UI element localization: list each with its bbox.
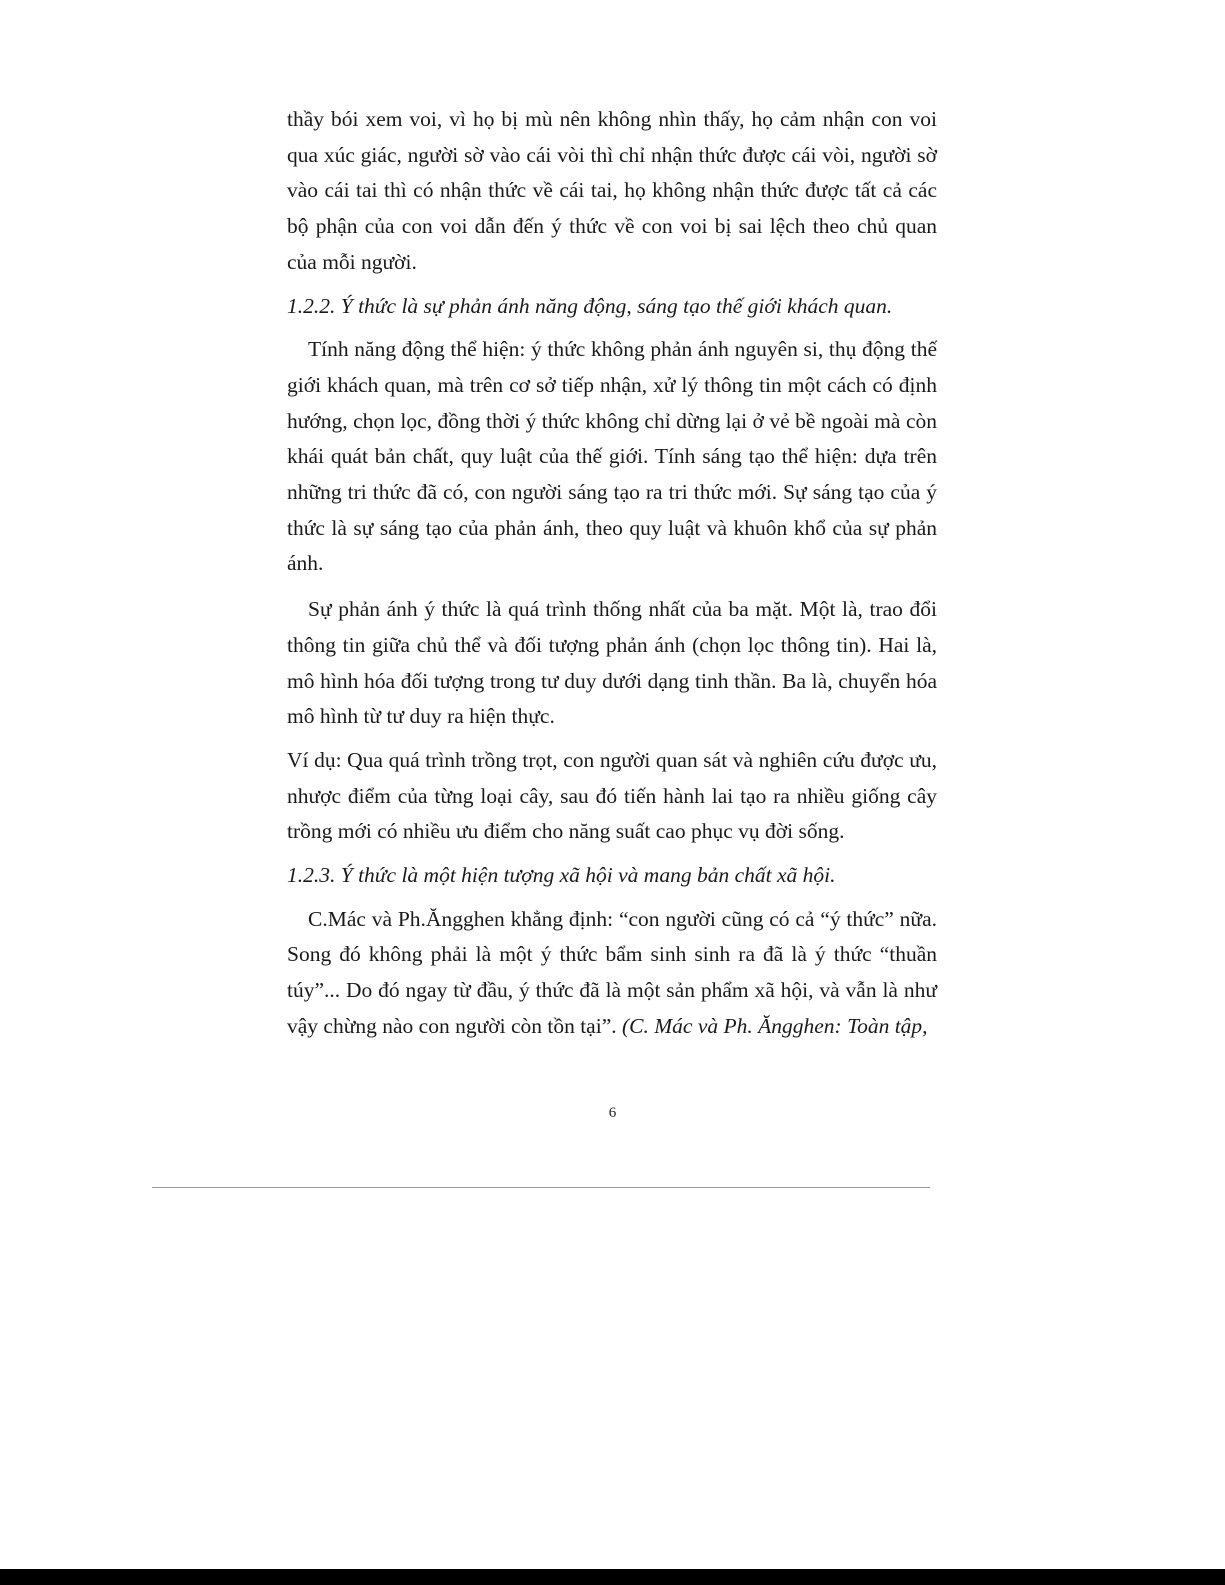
paragraph-dynamic-creative: Tính năng động thể hiện: ý thức không phản ánh nguyên si, thụ động thế giới khách quan, mà trên cơ sở tiếp nhận, xử lý thông tin một cách có định hướng, chọn lọc, đồng thời ý thức không chỉ dừng lại ở vẻ bề ngoài mà còn khái quát bản chất, quy luật của thế giới. Tính sáng tạo thể hiện: dựa trên những tri thức đã có, con người sáng tạo ra tri thức mới. Sự sáng tạo của ý thức là sự sáng tạo của phản ánh, theo quy luật và khuôn khổ của sự phản ánh. (287, 337, 937, 576)
paragraph-marx-engels-quote (287, 902, 937, 1045)
section-heading-1-2-2: 1.2.2. Ý thức là sự phản ánh năng động, sáng tạo thế giới khách quan. (287, 293, 893, 318)
quote-citation: (C. Mác và Ph. Ăngghen: Toàn tập, (622, 1013, 928, 1038)
bottom-edge-bar (0, 1569, 1225, 1585)
page-number: 6 (608, 1105, 617, 1121)
paragraph-farming-example: Ví dụ: Qua quá trình trồng trọt, con người quan sát và nghiên cứu được ưu, nhược điểm của từng loại cây, sau đó tiến hành lai tạo ra nhiều giống cây trồng mới có nhiều ưu điểm cho năng suất cao phục vụ đời sống. (287, 747, 937, 844)
section-heading-1-2-3: 1.2.3. Ý thức là một hiện tượng xã hội và mang bản chất xã hội. (287, 863, 836, 888)
paragraph-three-aspects: Sự phản ánh ý thức là quá trình thống nhất của ba mặt. Một là, trao đổi thông tin giữa chủ thể và đối tượng phản ánh (chọn lọc thông tin). Hai là, mô hình hóa đối tượng trong tư duy dưới dạng tinh thần. Ba là, chuyển hóa mô hình từ tư duy ra hiện thực. (287, 597, 937, 729)
paragraph-elephant-example: thầy bói xem voi, vì họ bị mù nên không nhìn thấy, họ cảm nhận con voi qua xúc giác, người sờ vào cái vòi thì chỉ nhận thức được cái vòi, người sờ vào cái tai thì có nhận thức về cái tai, họ không nhận thức được tất cả các bộ phận của con voi dẫn đến ý thức về con voi bị sai lệch theo chủ quan của mỗi người. (287, 107, 937, 274)
footer-divider (152, 1187, 930, 1188)
quote-text: C.Mác và Ph.Ăngghen khẳng định: “con người cũng có cả “ý thức” nữa. Song đó không phải là một ý thức bẩm sinh sinh ra đã là ý thức “thuần túy”... Do đó ngay từ đầu, ý thức đã là một sản phẩm xã hội, và vẫn là như vậy chừng nào con người còn tồn tại”. (287, 906, 937, 1038)
page-content (287, 102, 937, 1045)
